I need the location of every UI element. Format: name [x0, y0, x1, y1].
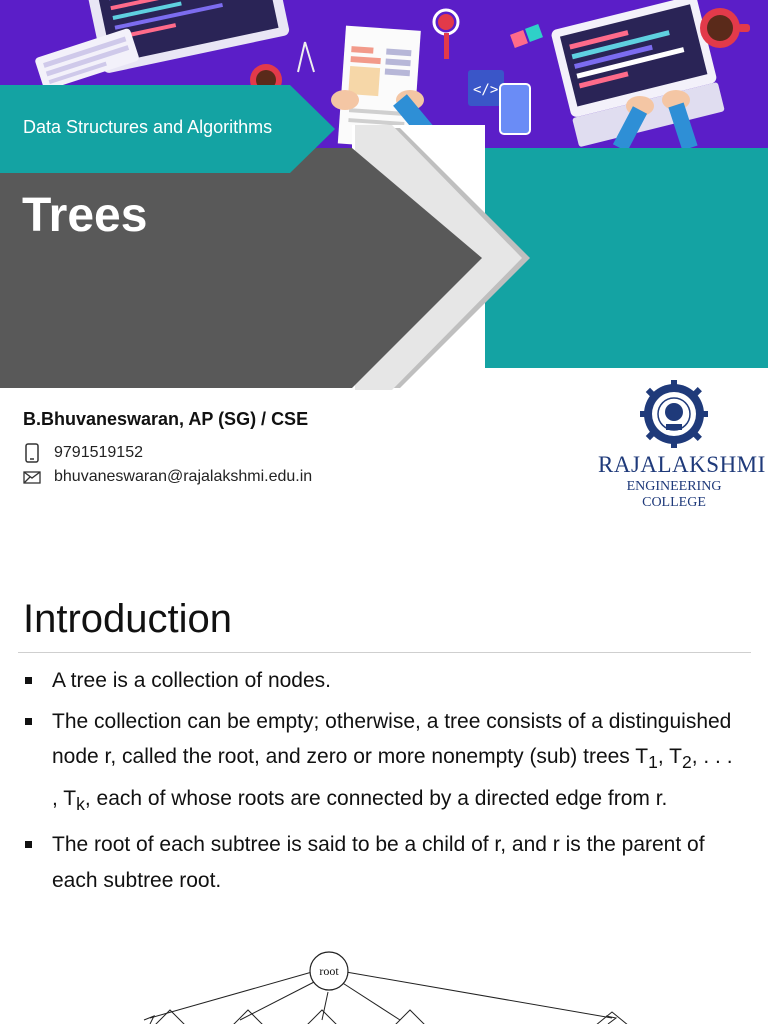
- bullet-item: [22, 704, 742, 823]
- college-emblem: [636, 380, 712, 450]
- bullet-text-part: , T: [657, 745, 682, 768]
- bullet-marker-icon: [25, 841, 32, 848]
- email-address[interactable]: bhuvaneswaran@rajalakshmi.edu.in: [54, 468, 313, 485]
- bullet-marker-icon: [25, 718, 32, 725]
- subscript: 2: [681, 752, 692, 773]
- tree-diagram: [0, 950, 768, 1024]
- slide-title: Trees: [22, 189, 148, 242]
- bullet-marker-icon: [25, 677, 32, 684]
- bullet-text: The root of each subtree is said to be a child of r, and r is the parent of each subtree root.: [52, 833, 705, 892]
- bullet-text-part: The collection can be empty; otherwise, a tree consists of a distinguished node r, called the root, and zero or more nonempty (sub) trees T: [52, 709, 732, 768]
- phone-row: [22, 443, 143, 463]
- root-node-label: root: [319, 964, 339, 978]
- bullet-list: [22, 663, 742, 903]
- bullet-text-part: , . . . , T: [52, 745, 733, 810]
- tree-edge: [338, 980, 400, 1020]
- introduction-slide: [0, 555, 768, 1024]
- college-name: RAJALAKSHMI: [598, 452, 766, 477]
- phone-icon: [22, 443, 42, 463]
- subtree-shape: [302, 1010, 342, 1024]
- heading-divider: [18, 652, 751, 653]
- college-subtitle: ENGINEERING COLLEGE: [626, 479, 722, 510]
- subscript: k: [76, 793, 85, 814]
- college-logo: [598, 378, 766, 510]
- subscript: 1: [648, 752, 658, 773]
- bullet-item: [22, 827, 742, 898]
- course-subject: Data Structures and Algorithms: [23, 117, 273, 137]
- bullet-text: A tree is a collection of nodes.: [52, 669, 331, 692]
- bullet-item: [22, 663, 742, 699]
- bullet-text-part: , each of whose roots are connected by a directed edge from r.: [84, 786, 668, 810]
- svg-text:</>: </>: [473, 82, 499, 98]
- intro-heading: Introduction: [23, 597, 233, 641]
- phone-number: 9791519152: [54, 444, 143, 461]
- email-row: [22, 467, 312, 487]
- mail-icon: [22, 467, 42, 487]
- subtree-shape: [228, 1010, 268, 1024]
- author-name: B.Bhuvaneswaran, AP (SG) / CSE: [23, 409, 309, 429]
